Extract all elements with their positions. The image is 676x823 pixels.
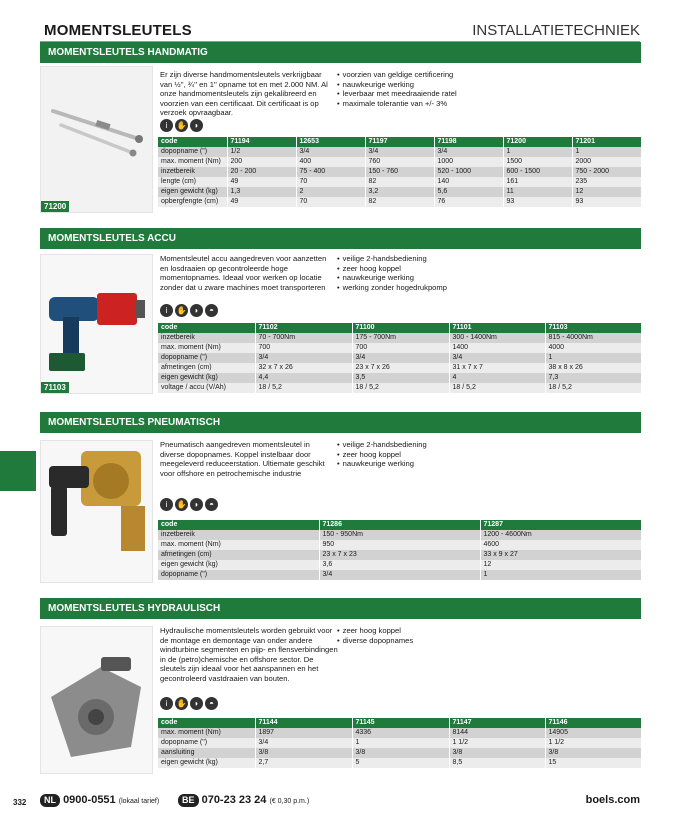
table-cell: 150 - 950Nm [319,530,480,540]
table-cell: 93 [572,197,641,207]
table-cell: 18 / 5,2 [449,383,545,393]
table-row [158,758,641,768]
list-item: • leverbaar met meedraaiende ratel [337,89,517,99]
be-flag: BE [178,794,199,807]
table-cell: 175 - 700Nm [352,333,449,343]
table-cell: 23 x 7 x 26 [352,363,449,373]
table-cell: dopopname (") [158,147,227,157]
table-header: 71147 [449,718,545,728]
table-header: 71286 [319,520,480,530]
table-cell: 1/2 [227,147,296,157]
table-cell: 4,4 [255,373,352,383]
table-cell: 2 [296,187,365,197]
info-icon: i [160,697,173,710]
table-row [158,187,641,197]
section-handmatig [40,42,641,220]
hydraulic-wrench-illustration [41,627,154,775]
spec-table [158,323,642,393]
list-item: • maximale tolerantie van +/- 3% [337,99,517,109]
table-header: 71200 [503,137,572,147]
table-cell: 31 x 7 x 7 [449,363,545,373]
helmet-icon: ◓ [205,304,218,317]
section-heading: MOMENTSLEUTELS HANDMATIG [40,42,641,63]
table-cell: 49 [227,177,296,187]
table-cell: dopopname (") [158,353,255,363]
list-item: • voorzien van geldige certificering [337,70,517,80]
table-row [158,167,641,177]
info-icon: i [160,498,173,511]
list-item: • veilige 2-handsbediening [337,440,517,450]
table-cell: 12 [480,560,641,570]
section-heading: MOMENTSLEUTELS ACCU [40,228,641,249]
table-cell: 1 1/2 [449,738,545,748]
be-phone[interactable]: 070-23 23 24 [201,794,267,806]
table-cell: 760 [365,157,434,167]
table-cell: 18 / 5,2 [545,383,641,393]
list-item: • zeer hoog koppel [337,264,517,274]
hand-icon: ✋ [175,697,188,710]
table-cell: 70 [296,197,365,207]
table-cell: eigen gewicht (kg) [158,373,255,383]
table-cell: 3,2 [365,187,434,197]
section-heading: MOMENTSLEUTELS HYDRAULISCH [40,598,641,619]
hand-icon: ✋ [175,304,188,317]
table-cell: 200 [227,157,296,167]
category-label: INSTALLATIETECHNIEK [472,22,640,39]
table-cell: eigen gewicht (kg) [158,187,227,197]
table-cell: 1 [352,738,449,748]
table-cell: eigen gewicht (kg) [158,758,255,768]
table-row [158,353,641,363]
table-header: 71101 [449,323,545,333]
table-cell: 2000 [572,157,641,167]
table-cell: 161 [503,177,572,187]
table-cell: 3/4 [365,147,434,157]
table-cell: 1 [545,353,641,363]
table-cell: 3/8 [352,748,449,758]
table-cell: 1200 - 4600Nm [480,530,641,540]
table-cell: 23 x 7 x 23 [319,550,480,560]
be-note: (€ 0,30 p.m.) [269,798,310,805]
table-cell: 49 [227,197,296,207]
table-cell: 815 - 4000Nm [545,333,641,343]
list-item: • zeer hoog koppel [337,450,517,460]
table-row [158,333,641,343]
table-cell: max. moment (Nm) [158,343,255,353]
list-item: • nauwkeurige werking [337,273,517,283]
table-cell: 3/4 [296,147,365,157]
table-row [158,570,641,580]
list-item: • nauwkeurige werking [337,459,517,469]
table-cell: 3,6 [319,560,480,570]
table-cell: 750 - 2000 [572,167,641,177]
table-header: 71144 [255,718,352,728]
table-row [158,738,641,748]
table-cell: 1400 [449,343,545,353]
table-header: 71201 [572,137,641,147]
table-cell: 38 x 8 x 26 [545,363,641,373]
glove-icon: ◗ [190,119,203,132]
table-cell: 18 / 5,2 [352,383,449,393]
photo-code: 71200 [41,201,69,212]
table-cell: 11 [503,187,572,197]
table-cell: afmetingen (cm) [158,363,255,373]
table-row [158,177,641,187]
spec-table [158,718,642,768]
table-cell: 3/4 [434,147,503,157]
table-cell: 3/4 [319,570,480,580]
table-header: code [158,718,255,728]
product-photo [40,254,153,394]
section-accu [40,228,641,400]
table-cell: 70 - 700Nm [255,333,352,343]
table-cell: 3/4 [449,353,545,363]
table-cell: 1 [480,570,641,580]
table-cell: 3/8 [545,748,641,758]
safety-icons [160,304,218,317]
pneumatic-wrench-illustration [41,441,154,584]
table-header: 71102 [255,323,352,333]
table-cell: dopopname (") [158,570,319,580]
table-cell: inzetbereik [158,530,319,540]
table-cell: afmetingen (cm) [158,550,319,560]
table-row [158,728,641,738]
table-cell: inzetbereik [158,333,255,343]
glove-icon: ◗ [190,498,203,511]
table-cell: 75 - 400 [296,167,365,177]
info-icon: i [160,304,173,317]
table-cell: 3,5 [352,373,449,383]
table-cell: 140 [434,177,503,187]
table-cell: 7,3 [545,373,641,383]
be-contact [178,794,309,807]
table-cell: 76 [434,197,503,207]
page-number: 332 [13,798,27,807]
table-cell: 3/4 [255,353,352,363]
table-cell: 3/8 [255,748,352,758]
table-cell: 8,5 [449,758,545,768]
table-cell: 1 [503,147,572,157]
table-cell: voltage / accu (V/Ah) [158,383,255,393]
table-cell: 150 - 760 [365,167,434,177]
description: Pneumatisch aangedreven momentsleutel in diverse dopopnames. Koppel instelbaar door meegeleverd reduceerstation. Ultiemate geschikt voor offshore en petrochemische industrie [160,440,325,478]
table-cell: lengte (cm) [158,177,227,187]
table-row [158,748,641,758]
website-link[interactable]: boels.com [585,794,640,806]
feature-list [337,70,517,108]
table-header: 71198 [434,137,503,147]
page-title: MOMENTSLEUTELS [44,22,192,39]
list-item: • nauwkeurige werking [337,80,517,90]
table-header: 71146 [545,718,641,728]
table-cell: 5,6 [434,187,503,197]
product-photo [40,440,153,583]
table-row [158,550,641,560]
side-tab [0,451,36,491]
table-cell: 32 x 7 x 26 [255,363,352,373]
table-cell: 1,3 [227,187,296,197]
table-cell: 5 [352,758,449,768]
feature-list [337,254,517,292]
table-cell: 600 - 1500 [503,167,572,177]
table-cell: 235 [572,177,641,187]
hand-icon: ✋ [175,498,188,511]
table-cell: 1 [572,147,641,157]
table-cell: 70 [296,177,365,187]
section-heading: MOMENTSLEUTELS PNEUMATISCH [40,412,641,433]
table-header: 71145 [352,718,449,728]
table-cell: 4 [449,373,545,383]
table-cell: 15 [545,758,641,768]
helmet-icon: ◓ [205,498,218,511]
table-cell: 300 - 1400Nm [449,333,545,343]
table-row [158,560,641,570]
table-cell: max. moment (Nm) [158,728,255,738]
product-photo [40,66,153,213]
hand-icon: ✋ [175,119,188,132]
list-item: • veilige 2-handsbediening [337,254,517,264]
table-cell: dopopname (") [158,738,255,748]
table-cell: 3/4 [255,738,352,748]
table-cell: 700 [255,343,352,353]
info-icon: i [160,119,173,132]
table-cell: 20 - 200 [227,167,296,177]
table-cell: 33 x 9 x 27 [480,550,641,560]
table-header: code [158,520,319,530]
nl-note: (lokaal tarief) [118,798,160,805]
description: Momentsleutel accu aangedreven voor aanzetten en losdraaien op gecontroleerde hoge momentopnames. Ideaal voor werken op locatie zonder dat u zware machines moet transporteren [160,254,327,292]
table-row [158,197,641,207]
table-header: code [158,323,255,333]
safety-icons [160,697,218,710]
table-cell: 93 [503,197,572,207]
table-cell: 400 [296,157,365,167]
glove-icon: ◗ [190,304,203,317]
safety-icons [160,119,203,132]
product-photo [40,626,153,774]
list-item: • werking zonder hogedrukpomp [337,283,517,293]
table-header: 71100 [352,323,449,333]
table-cell: inzetbereik [158,167,227,177]
table-row [158,530,641,540]
table-row [158,147,641,157]
nl-flag: NL [40,794,60,807]
photo-code: 71103 [41,382,69,393]
table-row [158,157,641,167]
safety-icons [160,498,218,511]
section-pneumatisch [40,412,641,590]
table-header: 71103 [545,323,641,333]
table-cell: 1500 [503,157,572,167]
table-cell: 1897 [255,728,352,738]
table-cell: max. moment (Nm) [158,157,227,167]
table-cell: 1 1/2 [545,738,641,748]
spec-table [158,137,642,207]
table-header: 71287 [480,520,641,530]
section-hydraulisch [40,598,641,778]
table-cell: 82 [365,177,434,187]
table-cell: aansluiting [158,748,255,758]
helmet-icon: ◓ [205,697,218,710]
spec-table [158,520,642,580]
table-cell: eigen gewicht (kg) [158,560,319,570]
table-header: 12653 [296,137,365,147]
feature-list [337,440,517,469]
table-row [158,540,641,550]
table-cell: 8144 [449,728,545,738]
table-cell: 12 [572,187,641,197]
description: Hydraulische momentsleutels worden gebruikt voor de montage en demontage van onder andere windturbine segmenten en pijp- en flensverbindingen in de (petro)chemische en offshore sector. De sleutels zijn ideaal voor het aanspannen en het gecontroleerd vastdraaien van bouten. [160,626,338,683]
accu-wrench-illustration [41,255,154,395]
footer [0,794,640,810]
table-cell: max. moment (Nm) [158,540,319,550]
table-row [158,363,641,373]
table-cell: 4000 [545,343,641,353]
table-cell: 82 [365,197,434,207]
table-header: code [158,137,227,147]
table-cell: 520 - 1000 [434,167,503,177]
table-cell: opbergfengte (cm) [158,197,227,207]
glove-icon: ◗ [190,697,203,710]
table-header: 71197 [365,137,434,147]
list-item: • zeer hoog koppel [337,626,517,636]
nl-contact [40,794,159,807]
feature-list [337,626,517,645]
table-cell: 3/4 [352,353,449,363]
table-cell: 3/8 [449,748,545,758]
table-cell: 4336 [352,728,449,738]
torque-wrench-illustration [41,67,154,214]
table-header: 71194 [227,137,296,147]
table-cell: 18 / 5,2 [255,383,352,393]
table-cell: 4600 [480,540,641,550]
table-cell: 700 [352,343,449,353]
nl-phone[interactable]: 0900-0551 [63,794,116,806]
description: Er zijn diverse handmomentsleutels verkrijgbaar van ½'', ¾'' en 1'' opname tot en met 2.000 NM. Al onze handmomentsleutels zijn gekalibreerd en voorzien van een certificaat. Dit certificaat is op verzoek opvraagbaar. [160,70,328,118]
table-cell: 2,7 [255,758,352,768]
table-row [158,343,641,353]
table-cell: 14905 [545,728,641,738]
table-cell: 950 [319,540,480,550]
table-cell: 1000 [434,157,503,167]
list-item: • diverse dopopnames [337,636,517,646]
table-row [158,383,641,393]
table-row [158,373,641,383]
